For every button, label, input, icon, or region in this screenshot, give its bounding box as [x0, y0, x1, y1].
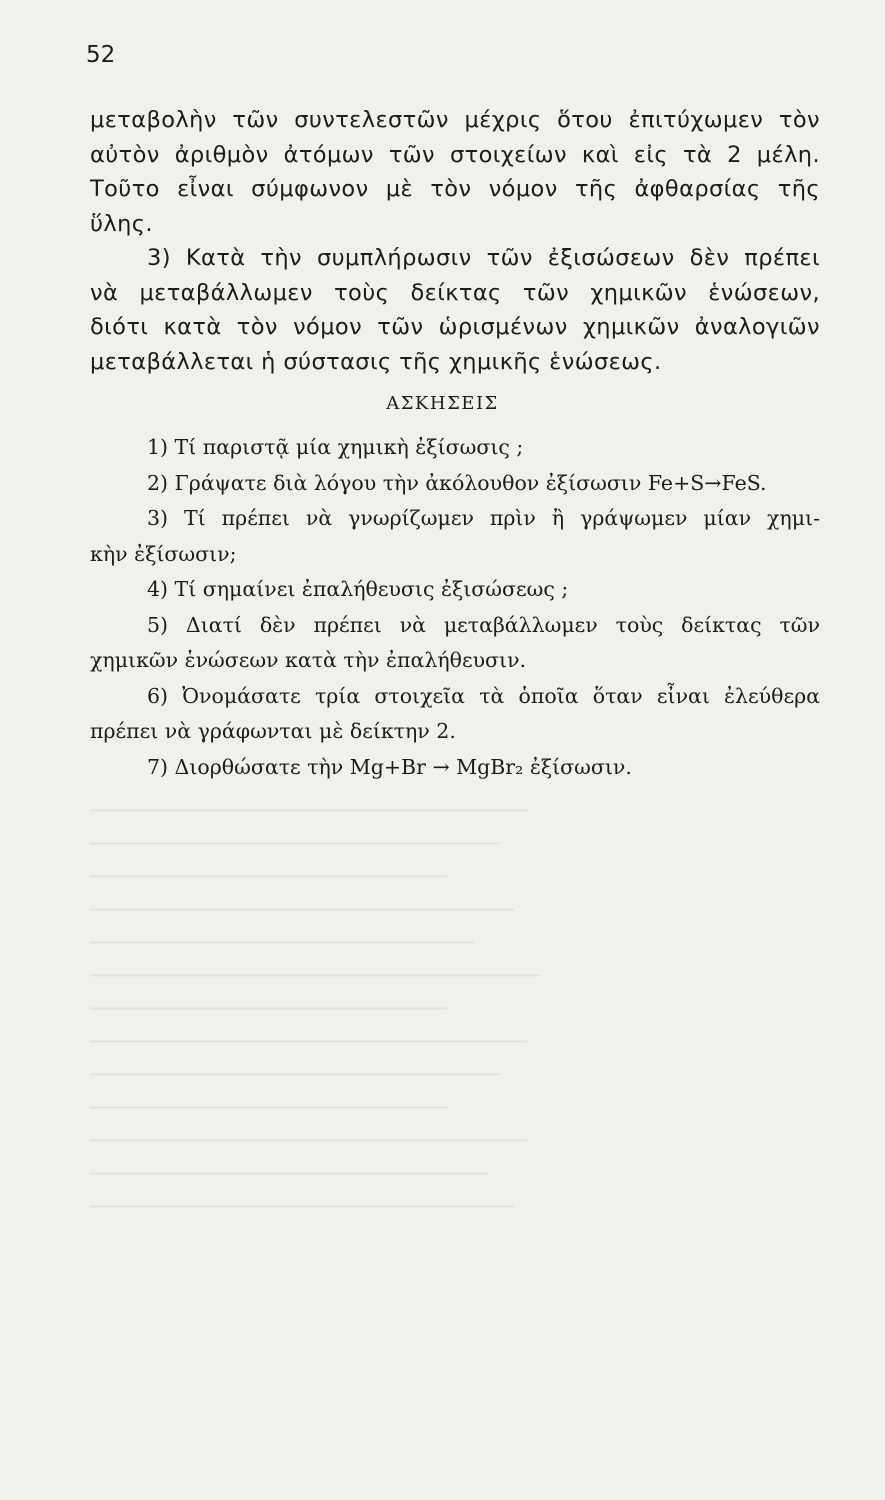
- exercise-line: 7) Διορθώσατε τὴν Mg+Br → MgBr₂ ἐξίσωσιν.: [147, 754, 632, 779]
- exercise-line: 4) Τί σημαίνει ἐπαλήθευσις ἐξισώσεως ;: [147, 577, 569, 601]
- exercises-list: [90, 430, 820, 785]
- text-line: μεταβάλλεται ἡ σύστασις τῆς χημικῆς ἑνώσεως.: [90, 348, 662, 375]
- page-number: 52: [86, 42, 116, 68]
- text-line: ὕλης.: [90, 210, 153, 237]
- exercise-line: 3) Τί πρέπει νὰ γνωρίζωμεν πρὶν ἢ γράψωμεν μίαν χημι-: [147, 506, 820, 530]
- exercise-line: 1) Τί παριστᾷ μία χημικὴ ἐξίσωσις ;: [147, 435, 524, 459]
- text-line: διότι κατὰ τὸν νόμον τῶν ὡρισμένων χημικῶν ἀναλογιῶν: [90, 314, 820, 340]
- text-line: Τοῦτο εἶναι σύμφωνον μὲ τὸν νόμον τῆς ἀφθαρσίας τῆς: [90, 176, 820, 202]
- exercise-line: 6) Ὀνομάσατε τρία στοιχεῖα τὰ ὁποῖα ὅταν εἶναι ἐλεύθερα: [147, 683, 820, 708]
- exercise-line: κὴν ἐξίσωσιν;: [90, 541, 237, 566]
- text-line: νὰ μεταβάλλωμεν τοὺς δείκτας τῶν χημικῶν ἑνώσεων,: [90, 279, 820, 306]
- text-line: αὐτὸν ἀριθμὸν ἀτόμων τῶν στοιχείων καὶ εἰς τὰ 2 μέλη.: [90, 141, 820, 168]
- text-line: μεταβολὴν τῶν συντελεστῶν μέχρις ὅτου ἐπιτύχωμεν τὸν: [90, 107, 820, 133]
- exercises-heading: ΑΣΚΗΣΕΙΣ: [386, 393, 499, 414]
- paragraph-2: [90, 241, 820, 379]
- exercise-line: πρέπει νὰ γράφωνται μὲ δείκτην 2.: [90, 719, 456, 743]
- exercise-line: 5) Διατί δὲν πρέπει νὰ μεταβάλλωμεν τοὺς δείκτας τῶν: [147, 612, 820, 637]
- bleed-through-text: ───────────────────────────────── ─────────────────────────────── ─────────────────────────── ──────────────────────────────── ───────────────────────────── ────────────────────────────────── ─────────────────────────── ───────────────────────────────── ─────────────────────────────── ─────────────────────────── ───────────────────────────────── ────────────────────────────── ────────────────────────────────: [90, 799, 541, 1220]
- paragraph-1: [90, 103, 820, 241]
- text-line: 3) Κατὰ τὴν συμπλήρωσιν τῶν ἐξισώσεων δὲν πρέπει: [147, 245, 820, 271]
- exercise-line: χημικῶν ἑνώσεων κατὰ τὴν ἐπαλήθευσιν.: [90, 648, 527, 672]
- exercise-line: 2) Γράψατε διὰ λόγου τὴν ἀκόλουθον ἐξίσωσιν Fe+S→FeS.: [147, 470, 767, 495]
